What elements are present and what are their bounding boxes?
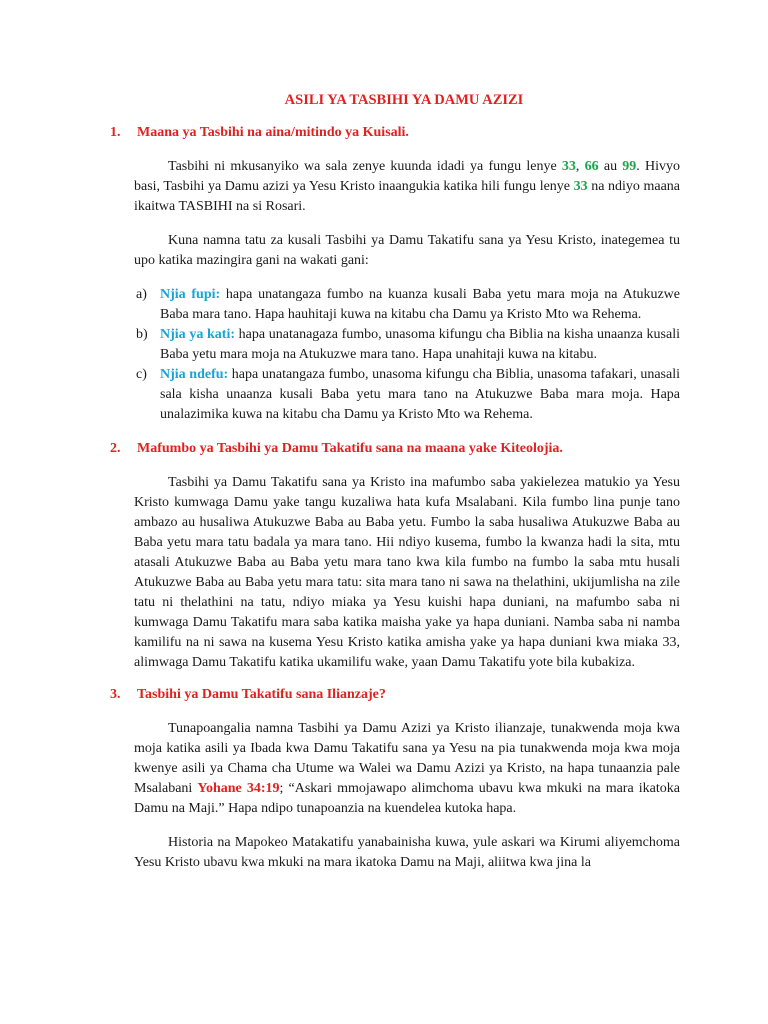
- method-name: Njia fupi:: [160, 287, 221, 302]
- section-3-paragraph-2: Historia na Mapokeo Matakatifu yanabainisha kuwa, yule askari wa Kirumi aliyemchoma Yesu Kristo ubavu kwa mkuki na mara ikatoka Damu na Maji, aliitwa kwa jina la: [134, 835, 680, 870]
- method-name: Njia ya kati:: [160, 327, 235, 342]
- section-number: 3.: [110, 687, 121, 702]
- section-1-heading: [108, 125, 680, 141]
- document-title: ASILI YA TASBIHI YA DAMU AZIZI: [284, 92, 524, 108]
- section-number: 2.: [110, 441, 121, 456]
- number-99: 99: [622, 159, 637, 174]
- list-item: c) Njia ndefu: hapa unatangaza fumbo, unasoma kifungu cha Biblia, unasoma tafakari, unasali sala kisha unaanza kusali Baba yetu mara tano na Atukuzwe Baba mara moja. Hapa unalazimika kuwa na kitabu cha Damu ya Kristo Mto wa Rehema.: [136, 367, 680, 422]
- section-3-heading: [108, 687, 680, 703]
- section-1-paragraph-2: Kuna namna tatu za kusali Tasbihi ya Damu Takatifu sana ya Yesu Kristo, inategemea tu upo katika mazingira gani na wakati gani:: [134, 233, 680, 268]
- number-33-b: 33: [573, 179, 588, 194]
- number-66: 66: [584, 159, 599, 174]
- section-2-paragraph-1: Tasbihi ya Damu Takatifu sana ya Kristo ina mafumbo saba yakielezea matukio ya Yesu Kristo kumwaga Damu yake tangu kuzaliwa hata kufa Msalabani. Kila fumbo lina punje tano ambazo au husaliwa Atukuzwe Baba au Baba yetu. Fumbo la saba husaliwa Atukuzwe Baba au Baba yetu mara tatu badala ya mara tano. Hii ndiyo kusema, fumbo la kwanza hadi la sita, mtu atasali Atukuzwe Baba au Baba yetu mara tano kwa kila fumbo na fumbo la saba mtu husali Atukuzwe Baba au Baba yetu mara tatu: sita mara tano ni sawa na thelathini, ukijumlisha na zile tatu ni thelathini na tatu, ndiyo miaka ya Yesu kuishi hapa duniani, na mafumbo saba ni kumwaga Damu Takatifu mara saba katika maisha yake ya hapa duniani. Namba saba ni namba kamilifu na ni sawa na kusema Yesu Kristo katika amisha yake ya hapa duniani kwa miaka 33, alimwaga Damu Takatifu katika ukamilifu wake, yaan Damu Takatifu yote bila kubakiza.: [134, 475, 680, 670]
- scripture-reference: Yohane 34:19: [197, 781, 280, 796]
- method-name: Njia ndefu:: [160, 367, 229, 382]
- prayer-methods-list: [134, 285, 680, 425]
- number-33: 33: [561, 159, 576, 174]
- section-title: Tasbihi ya Damu Takatifu sana Ilianzaje?: [137, 687, 386, 702]
- list-item: a) Njia fupi: hapa unatangaza fumbo na kuanza kusali Baba yetu mara moja na Atukuzwe Baba mara tano. Hapa hauhitaji kuwa na kitabu cha Damu ya Kristo Mto wa Rehema.: [136, 287, 680, 322]
- section-title: Mafumbo ya Tasbihi ya Damu Takatifu sana na maana yake Kiteolojia.: [137, 441, 563, 456]
- section-2-heading: [108, 441, 680, 457]
- list-item: b) Njia ya kati: hapa unatanagaza fumbo, unasoma kifungu cha Biblia na kisha unaanza kusali Baba yetu mara moja na Atukuzwe mara tano. Hapa unahitaji kuwa na kitabu.: [136, 327, 680, 362]
- section-3-paragraph-1: Tunapoangalia namna Tasbihi ya Damu Azizi ya Kristo ilianzaje, tunakwenda moja kwa moja katika asili ya Ibada kwa Damu Takatifu sana ya Yesu na pia tunakwenda moja kwa moja kwenye asili ya Chama cha Utume wa Walei wa Damu Azizi ya Kristo, na hapa tunaanzia pale Msalabani Yohane 34:19; “Askari mmojawapo alimchoma ubavu kwa mkuki na mara ikatoka Damu na Maji.” Hapa ndipo tunapoanzia na kuendelea kutoka hapa.: [134, 721, 680, 816]
- section-title: Maana ya Tasbihi na aina/mitindo ya Kuisali.: [137, 125, 409, 140]
- section-number: 1.: [110, 125, 121, 140]
- section-1-paragraph-1: Tasbihi ni mkusanyiko wa sala zenye kuunda idadi ya fungu lenye 33, 66 au 99. Hivyo basi, Tasbihi ya Damu azizi ya Yesu Kristo inaangukia katika hili fungu lenye 33 na ndiyo maana ikaitwa TASBIHI na si Rosari.: [134, 159, 681, 214]
